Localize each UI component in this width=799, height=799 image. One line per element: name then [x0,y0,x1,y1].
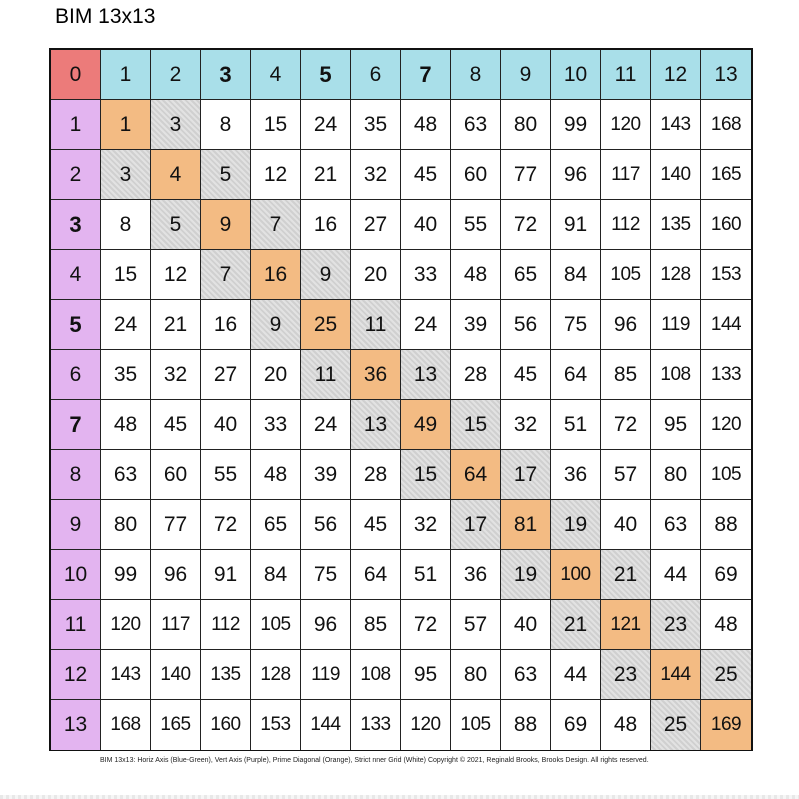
near-diagonal-cell: 23 [601,650,651,700]
grid-cell: 60 [451,150,501,200]
grid-cell: 80 [501,100,551,150]
row-header-cell: 2 [51,150,101,200]
near-diagonal-cell: 13 [401,350,451,400]
grid-cell: 95 [401,650,451,700]
row-header-cell: 3 [51,200,101,250]
grid-cell: 45 [501,350,551,400]
grid-cell: 165 [701,150,751,200]
grid-cell: 105 [451,700,501,750]
near-diagonal-cell: 9 [251,300,301,350]
grid-cell: 108 [351,650,401,700]
grid-cell: 33 [251,400,301,450]
diagonal-cell: 4 [151,150,201,200]
column-header-cell: 8 [451,50,501,100]
grid-cell: 135 [201,650,251,700]
grid-cell: 69 [701,550,751,600]
grid-cell: 40 [201,400,251,450]
column-header-cell: 10 [551,50,601,100]
row-header-cell: 13 [51,700,101,750]
grid-cell: 48 [251,450,301,500]
grid-cell: 8 [201,100,251,150]
grid-cell: 95 [651,400,701,450]
near-diagonal-cell: 3 [151,100,201,150]
near-diagonal-cell: 19 [501,550,551,600]
near-diagonal-cell: 21 [551,600,601,650]
grid-cell: 168 [101,700,151,750]
grid-cell: 55 [451,200,501,250]
grid-cell: 84 [551,250,601,300]
diagonal-cell: 36 [351,350,401,400]
column-header-cell: 7 [401,50,451,100]
grid-cell: 55 [201,450,251,500]
grid-cell: 75 [301,550,351,600]
grid-cell: 32 [501,400,551,450]
grid-cell: 80 [451,650,501,700]
grid-cell: 12 [151,250,201,300]
grid-cell: 105 [601,250,651,300]
near-diagonal-cell: 17 [501,450,551,500]
grid-cell: 80 [651,450,701,500]
near-diagonal-cell: 25 [651,700,701,750]
grid-cell: 48 [401,100,451,150]
grid-cell: 160 [701,200,751,250]
grid-cell: 57 [601,450,651,500]
diagonal-cell: 25 [301,300,351,350]
column-header-cell: 9 [501,50,551,100]
row-header-cell: 5 [51,300,101,350]
near-diagonal-cell: 15 [451,400,501,450]
grid-cell: 128 [251,650,301,700]
grid-cell: 45 [151,400,201,450]
grid-cell: 28 [351,450,401,500]
grid-cell: 63 [651,500,701,550]
column-header-cell: 1 [101,50,151,100]
grid-cell: 77 [501,150,551,200]
grid-cell: 144 [701,300,751,350]
grid-cell: 119 [301,650,351,700]
grid-cell: 63 [451,100,501,150]
bottom-border-strip [0,795,799,799]
grid-cell: 117 [151,600,201,650]
grid-cell: 51 [401,550,451,600]
diagonal-cell: 1 [101,100,151,150]
grid-cell: 96 [301,600,351,650]
grid-cell: 35 [351,100,401,150]
grid-cell: 27 [351,200,401,250]
grid-cell: 21 [151,300,201,350]
column-header-cell: 2 [151,50,201,100]
grid-cell: 48 [101,400,151,450]
grid-cell: 45 [401,150,451,200]
grid-cell: 128 [651,250,701,300]
grid-cell: 51 [551,400,601,450]
grid-cell: 143 [651,100,701,150]
near-diagonal-cell: 9 [301,250,351,300]
grid-cell: 15 [101,250,151,300]
grid-cell: 24 [301,400,351,450]
column-header-cell: 6 [351,50,401,100]
row-header-cell: 9 [51,500,101,550]
grid-cell: 12 [251,150,301,200]
grid-cell: 65 [251,500,301,550]
near-diagonal-cell: 5 [151,200,201,250]
grid-cell: 153 [251,700,301,750]
grid-cell: 35 [101,350,151,400]
grid-cell: 112 [601,200,651,250]
diagonal-cell: 144 [651,650,701,700]
row-header-cell: 12 [51,650,101,700]
near-diagonal-cell: 11 [351,300,401,350]
grid-cell: 99 [101,550,151,600]
grid-cell: 105 [251,600,301,650]
grid-cell: 64 [551,350,601,400]
grid-cell: 20 [251,350,301,400]
grid-cell: 65 [501,250,551,300]
grid-cell: 16 [201,300,251,350]
grid-cell: 45 [351,500,401,550]
grid-cell: 72 [601,400,651,450]
grid-cell: 56 [501,300,551,350]
grid-cell: 32 [401,500,451,550]
grid-cell: 56 [301,500,351,550]
grid-cell: 72 [401,600,451,650]
row-header-cell: 6 [51,350,101,400]
footer-caption: BIM 13x13: Horiz Axis (Blue-Green), Vert Axis (Purple), Prime Diagonal (Orange), Strict nner Grid (White) Copyright © 2021, Reginald Brooks, Brooks Design. All rights reserved. [100,757,649,764]
grid-cell: 88 [701,500,751,550]
grid-cell: 32 [351,150,401,200]
grid-cell: 153 [701,250,751,300]
page-title: BIM 13x13 [55,5,156,28]
grid-cell: 88 [501,700,551,750]
grid-cell: 63 [501,650,551,700]
grid-cell: 28 [451,350,501,400]
grid-cell: 143 [101,650,151,700]
near-diagonal-cell: 19 [551,500,601,550]
grid-cell: 85 [351,600,401,650]
row-header-cell: 10 [51,550,101,600]
grid-cell: 20 [351,250,401,300]
grid-cell: 120 [601,100,651,150]
grid-cell: 40 [601,500,651,550]
grid-cell: 16 [301,200,351,250]
near-diagonal-cell: 23 [651,600,701,650]
grid-cell: 32 [151,350,201,400]
grid-cell: 64 [351,550,401,600]
grid-cell: 84 [251,550,301,600]
grid-cell: 63 [101,450,151,500]
diagonal-cell: 81 [501,500,551,550]
diagonal-cell: 49 [401,400,451,450]
near-diagonal-cell: 21 [601,550,651,600]
row-header-cell: 8 [51,450,101,500]
grid-cell: 8 [101,200,151,250]
grid-cell: 40 [401,200,451,250]
grid-cell: 120 [401,700,451,750]
near-diagonal-cell: 25 [701,650,751,700]
grid-cell: 133 [351,700,401,750]
grid-cell: 69 [551,700,601,750]
near-diagonal-cell: 11 [301,350,351,400]
grid-cell: 120 [101,600,151,650]
near-diagonal-cell: 5 [201,150,251,200]
grid-cell: 48 [451,250,501,300]
grid-cell: 39 [451,300,501,350]
column-header-cell: 12 [651,50,701,100]
row-header-cell: 7 [51,400,101,450]
grid-cell: 119 [651,300,701,350]
grid-cell: 33 [401,250,451,300]
grid-cell: 77 [151,500,201,550]
near-diagonal-cell: 3 [101,150,151,200]
grid-cell: 140 [651,150,701,200]
grid-cell: 39 [301,450,351,500]
grid-cell: 21 [301,150,351,200]
grid-cell: 140 [151,650,201,700]
grid-cell: 24 [401,300,451,350]
diagonal-cell: 169 [701,700,751,750]
grid-cell: 72 [201,500,251,550]
row-header-cell: 4 [51,250,101,300]
grid-cell: 44 [651,550,701,600]
grid-cell: 96 [551,150,601,200]
grid-cell: 96 [601,300,651,350]
row-header-cell: 11 [51,600,101,650]
grid-cell: 135 [651,200,701,250]
diagonal-cell: 9 [201,200,251,250]
diagonal-cell: 64 [451,450,501,500]
grid-cell: 91 [551,200,601,250]
grid-cell: 168 [701,100,751,150]
grid-cell: 60 [151,450,201,500]
multiplication-grid [49,48,753,751]
near-diagonal-cell: 13 [351,400,401,450]
grid-cell: 165 [151,700,201,750]
grid-cell: 105 [701,450,751,500]
column-header-cell: 3 [201,50,251,100]
near-diagonal-cell: 17 [451,500,501,550]
near-diagonal-cell: 7 [251,200,301,250]
diagonal-cell: 100 [551,550,601,600]
grid-cell: 96 [151,550,201,600]
grid-cell: 120 [701,400,751,450]
grid-cell: 99 [551,100,601,150]
column-header-cell: 5 [301,50,351,100]
grid-cell: 57 [451,600,501,650]
grid-cell: 75 [551,300,601,350]
grid-cell: 133 [701,350,751,400]
grid-cell: 44 [551,650,601,700]
grid-cell: 117 [601,150,651,200]
grid-cell: 24 [301,100,351,150]
grid-cell: 40 [501,600,551,650]
grid-cell: 160 [201,700,251,750]
grid-cell: 108 [651,350,701,400]
near-diagonal-cell: 7 [201,250,251,300]
column-header-cell: 4 [251,50,301,100]
corner-cell: 0 [51,50,101,100]
grid-cell: 48 [601,700,651,750]
row-header-cell: 1 [51,100,101,150]
column-header-cell: 13 [701,50,751,100]
grid-cell: 72 [501,200,551,250]
grid-cell: 27 [201,350,251,400]
diagonal-cell: 121 [601,600,651,650]
grid-cell: 112 [201,600,251,650]
grid-cell: 48 [701,600,751,650]
grid-cell: 144 [301,700,351,750]
grid-cell: 36 [551,450,601,500]
grid-cell: 80 [101,500,151,550]
diagonal-cell: 16 [251,250,301,300]
grid-cell: 24 [101,300,151,350]
grid-cell: 15 [251,100,301,150]
grid-cell: 36 [451,550,501,600]
grid-cell: 85 [601,350,651,400]
near-diagonal-cell: 15 [401,450,451,500]
grid-cell: 91 [201,550,251,600]
column-header-cell: 11 [601,50,651,100]
